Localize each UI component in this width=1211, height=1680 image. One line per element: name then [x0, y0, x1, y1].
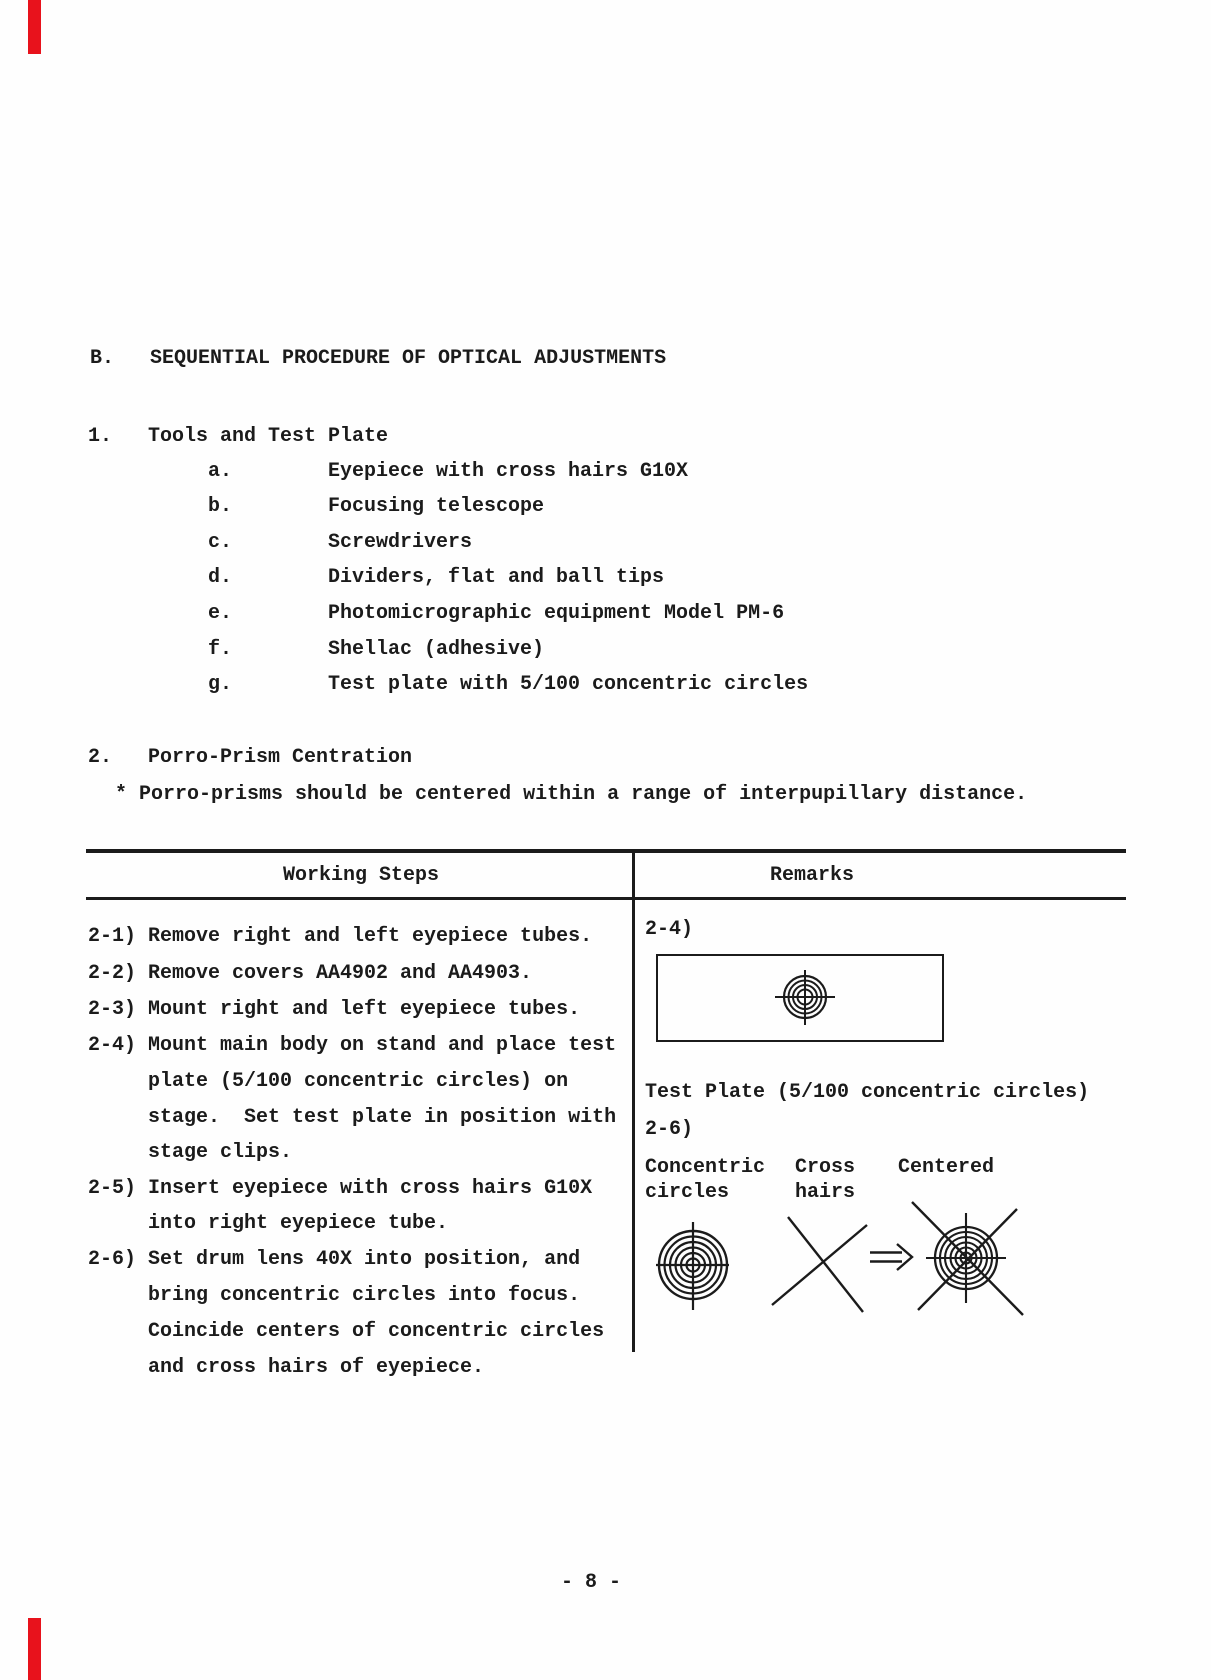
step-continuation: stage. Set test plate in position with	[148, 1106, 617, 1129]
table-row: 2-2) Remove covers AA4902 and AA4903.	[88, 962, 533, 985]
section2-number: 2.	[88, 746, 113, 769]
table-row: 2-3) Mount right and left eyepiece tubes.	[88, 998, 581, 1021]
step-number: 2-1)	[88, 925, 137, 948]
concentric-circles-icon	[643, 1215, 743, 1315]
remark-figure1-caption: Test Plate (5/100 concentric circles)	[645, 1081, 1090, 1104]
step-continuation: stage clips.	[148, 1141, 293, 1164]
list-item: c. Screwdrivers	[208, 531, 473, 554]
label-cross: Cross	[795, 1156, 856, 1179]
red-edge-mark-bottom	[28, 1618, 41, 1680]
step-number: 2-5)	[88, 1177, 137, 1200]
heading-title: SEQUENTIAL PROCEDURE OF OPTICAL ADJUSTMENTS	[150, 347, 667, 370]
centered-target-icon	[904, 1196, 1028, 1320]
table-row: 2-1) Remove right and left eyepiece tubes.	[88, 925, 593, 948]
step-number: 2-3)	[88, 998, 137, 1021]
list-item: d. Dividers, flat and ball tips	[208, 566, 665, 589]
table-row: 2-4) Mount main body on stand and place test	[88, 1034, 617, 1057]
table-row: 2-6) Set drum lens 40X into position, and	[88, 1248, 581, 1271]
step-continuation: Coincide centers of concentric circles	[148, 1320, 605, 1343]
section2-note: * Porro-prisms should be centered within a range of interpupillary distance.	[115, 783, 1028, 806]
cross-hairs-icon	[767, 1212, 877, 1317]
column-header-working-steps: Working Steps	[283, 864, 440, 887]
page-number: - 8 -	[561, 1571, 622, 1594]
remark-figure1-label: 2-4)	[645, 918, 694, 941]
list-item: e. Photomicrographic equipment Model PM-6	[208, 602, 785, 625]
step-number: 2-2)	[88, 962, 137, 985]
step-continuation: bring concentric circles into focus.	[148, 1284, 581, 1307]
step-number: 2-6)	[88, 1248, 137, 1271]
remark-figure2-label: 2-6)	[645, 1118, 694, 1141]
section1-title: Tools and Test Plate	[148, 425, 389, 448]
label-concentric: Concentric	[645, 1156, 766, 1179]
step-continuation: and cross hairs of eyepiece.	[148, 1356, 485, 1379]
heading-label: B.	[90, 347, 115, 370]
table-header-rule	[86, 897, 1126, 900]
list-item: b. Focusing telescope	[208, 495, 545, 518]
step-number: 2-4)	[88, 1034, 137, 1057]
bullseye-icon	[765, 965, 845, 1029]
section1-number: 1.	[88, 425, 113, 448]
section2-title: Porro-Prism Centration	[148, 746, 413, 769]
table-top-rule	[86, 849, 1126, 853]
section1-title-row	[88, 424, 388, 450]
label-centered: Centered	[898, 1156, 995, 1179]
red-edge-mark-top	[28, 0, 41, 54]
step-continuation: plate (5/100 concentric circles) on	[148, 1070, 569, 1093]
table-row: 2-5) Insert eyepiece with cross hairs G10X	[88, 1177, 593, 1200]
label-hairs: hairs	[795, 1181, 856, 1204]
step-continuation: into right eyepiece tube.	[148, 1212, 449, 1235]
list-item: g. Test plate with 5/100 concentric circles	[208, 673, 809, 696]
page-heading	[90, 346, 666, 372]
column-header-remarks: Remarks	[770, 864, 855, 887]
section2-title-row	[88, 745, 412, 771]
list-item: f. Shellac (adhesive)	[208, 638, 545, 661]
list-item: a. Eyepiece with cross hairs G10X	[208, 460, 689, 483]
label-circles: circles	[645, 1181, 730, 1204]
table-column-divider	[632, 849, 635, 1352]
